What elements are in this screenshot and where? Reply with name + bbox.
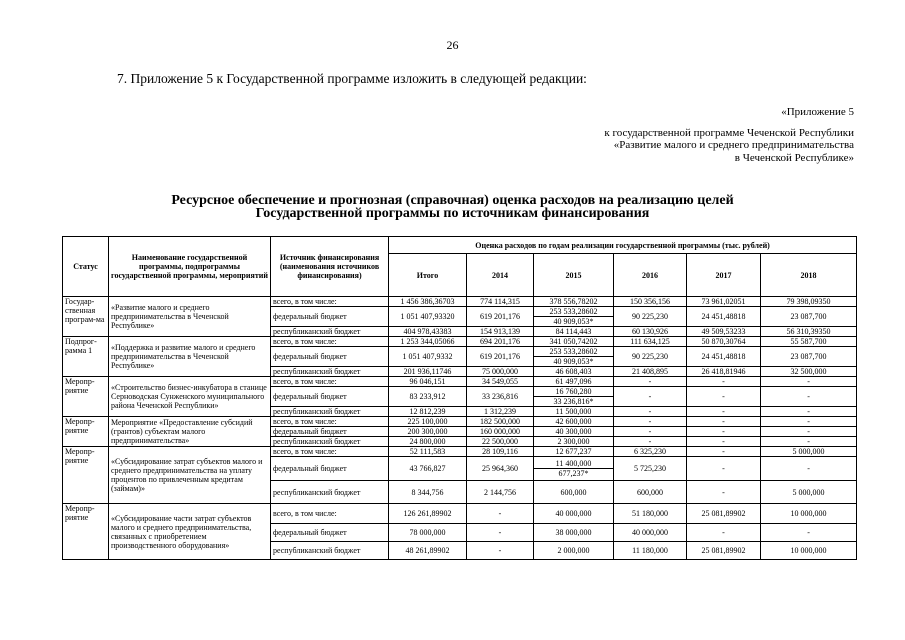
cell-value: - [467,542,534,560]
cell-value-main: 16 760,280 [534,387,613,397]
row-source: федеральный бюджет [271,524,389,542]
appendix-header [604,106,854,164]
table-row [63,504,857,524]
header-status: Статус [63,237,109,297]
row-name: «Развитие малого и среднего предпринимательства в Чеченской Республике» [109,297,271,337]
cell-value: 55 587,700 [761,337,857,347]
row-source: федеральный бюджет [271,307,389,327]
cell-value: 201 936,11746 [389,367,467,377]
cell-value: 34 549,055 [467,377,534,387]
cell-value: 12 677,237 [534,447,614,457]
row-name: «Поддержка и развитие малого и среднего предпринимательства в Чеченской Республике» [109,337,271,377]
cell-value: 404 978,43383 [389,327,467,337]
cell-value-main: 253 533,28602 [534,307,613,317]
cell-value: - [687,447,761,457]
cell-value: 78 000,000 [389,524,467,542]
cell-value: 126 261,89902 [389,504,467,524]
row-status: Меропр-риятие [63,417,109,447]
cell-value: - [761,427,857,437]
cell-value: 75 000,000 [467,367,534,377]
cell-value: 51 180,000 [614,504,687,524]
cell-value: 694 201,176 [467,337,534,347]
cell-value: - [761,437,857,447]
cell-value: 2 000,000 [534,542,614,560]
cell-value-note: 40 909,053* [553,357,594,366]
cell-value: 90 225,230 [614,307,687,327]
row-source: республиканский бюджет [271,481,389,504]
funding-table [62,236,857,560]
appendix-line: к государственной программе Чеченской Республики [604,126,854,139]
cell-value: 49 509,53233 [687,327,761,337]
header-year: 2014 [467,254,534,297]
cell-value: 10 000,000 [761,504,857,524]
cell-value: 40 000,000 [614,524,687,542]
row-name: Мероприятие «Предоставление субсидий (грантов) субъектам малого предпринимательства» [109,417,271,447]
cell-value: 90 225,230 [614,347,687,367]
header-source: Источник финансирования (наименования источников финансирования) [271,237,389,297]
cell-value: 61 497,096 [534,377,614,387]
cell-value: 84 114,443 [534,327,614,337]
row-status: Меропр-риятие [63,377,109,417]
cell-value: - [761,377,857,387]
table-row [63,297,857,307]
table-row [63,447,857,457]
header-name: Наименование государственной программы, подпрограммы государственной программы, мероприятий [109,237,271,297]
cell-value: - [761,417,857,427]
cell-value: 33 236,816 [467,387,534,407]
cell-value-note: 33 236,816* [553,397,594,406]
row-source: всего, в том числе: [271,447,389,457]
header-total: Итого [389,254,467,297]
table-row [63,417,857,427]
cell-value: 2 300,000 [534,437,614,447]
cell-value-note: 677,237* [558,469,589,478]
cell-value: 25 964,360 [467,457,534,481]
header-year: 2015 [534,254,614,297]
cell-value: 32 500,000 [761,367,857,377]
cell-value: 1 253 344,05066 [389,337,467,347]
cell-value: 619 201,176 [467,307,534,327]
row-source: республиканский бюджет [271,542,389,560]
cell-value: - [467,504,534,524]
cell-value: 79 398,09350 [761,297,857,307]
cell-value: - [687,481,761,504]
cell-value: - [687,437,761,447]
cell-value: 5 000,000 [761,447,857,457]
cell-value: 1 051 407,93320 [389,307,467,327]
cell-value: - [614,437,687,447]
cell-value: 341 050,74202 [534,337,614,347]
cell-value [534,307,614,327]
row-source: всего, в том числе: [271,417,389,427]
row-status: Меропр-риятие [63,447,109,504]
cell-value: - [467,524,534,542]
cell-value: 96 046,151 [389,377,467,387]
cell-value: 111 634,125 [614,337,687,347]
cell-value: - [687,387,761,407]
row-source: республиканский бюджет [271,327,389,337]
appendix-line: в Чеченской Республике» [734,151,854,164]
cell-value: 11 180,000 [614,542,687,560]
cell-value: 60 130,926 [614,327,687,337]
row-source: республиканский бюджет [271,407,389,417]
cell-value: 8 344,756 [389,481,467,504]
cell-value: 23 087,700 [761,307,857,327]
cell-value: 10 000,000 [761,542,857,560]
cell-value: 378 556,78202 [534,297,614,307]
cell-value: 774 114,315 [467,297,534,307]
cell-value: - [687,427,761,437]
row-source: всего, в том числе: [271,504,389,524]
row-source: всего, в том числе: [271,337,389,347]
cell-value: - [761,457,857,481]
cell-value [534,347,614,367]
intro-text: 7. Приложение 5 к Государственной программе изложить в следующей редакции: [117,71,587,86]
cell-value-main: 11 400,000 [534,459,613,469]
row-name: «Субсидирование затрат субъектов малого и среднего предпринимательства на уплату процентов по привлеченным кредитам (займам)» [109,447,271,504]
cell-value: 42 600,000 [534,417,614,427]
cell-value: 28 109,116 [467,447,534,457]
row-status: Государ-ственная програм-ма [63,297,109,337]
cell-value: - [614,377,687,387]
cell-value: 52 111,583 [389,447,467,457]
row-source: федеральный бюджет [271,457,389,481]
header-year: 2017 [687,254,761,297]
row-name: «Субсидирование части затрат субъектов малого и среднего предпринимательства, связанных с приобретением производственного оборудования» [109,504,271,560]
cell-value: - [614,427,687,437]
table-row [63,337,857,347]
cell-value: 1 312,239 [467,407,534,417]
cell-value: 200 300,000 [389,427,467,437]
cell-value: 21 408,895 [614,367,687,377]
cell-value: 182 500,000 [467,417,534,427]
cell-value: 1 051 407,9332 [389,347,467,367]
page-number: 26 [446,38,459,52]
cell-value: 22 500,000 [467,437,534,447]
cell-value: - [614,407,687,417]
cell-value: 24 451,48818 [687,307,761,327]
cell-value: 600,000 [614,481,687,504]
cell-value: 50 870,30764 [687,337,761,347]
cell-value: - [761,524,857,542]
row-name: «Строительство бизнес-инкубатора в станице Серноводская Сунженского муниципального района Чеченской Республики» [109,377,271,417]
cell-value: 1 456 386,36703 [389,297,467,307]
cell-value: 46 608,403 [534,367,614,377]
cell-value: 2 144,756 [467,481,534,504]
cell-value: 6 325,230 [614,447,687,457]
cell-value: - [614,387,687,407]
cell-value: 40 300,000 [534,427,614,437]
cell-value: - [687,524,761,542]
cell-value: 225 100,000 [389,417,467,427]
row-source: федеральный бюджет [271,427,389,437]
cell-value: 24 800,000 [389,437,467,447]
cell-value: - [761,387,857,407]
cell-value: 12 812,239 [389,407,467,417]
cell-value: 73 961,02051 [687,297,761,307]
cell-value: 5 000,000 [761,481,857,504]
cell-value: - [687,417,761,427]
table-row [63,377,857,387]
row-source: федеральный бюджет [271,387,389,407]
cell-value: - [761,407,857,417]
cell-value [534,387,614,407]
cell-value: 600,000 [534,481,614,504]
cell-value: 160 000,000 [467,427,534,437]
row-source: всего, в том числе: [271,377,389,387]
cell-value: 38 000,000 [534,524,614,542]
row-status: Меропр-риятие [63,504,109,560]
cell-value-main: 253 533,28602 [534,347,613,357]
document-title [0,194,905,220]
cell-value: 43 766,827 [389,457,467,481]
title-line: Государственной программы по источникам финансирования [255,206,650,221]
cell-value: 25 081,89902 [687,542,761,560]
cell-value: 56 310,39350 [761,327,857,337]
header-year: 2016 [614,254,687,297]
cell-value: 150 356,156 [614,297,687,307]
appendix-line: «Развитие малого и среднего предпринимательства [613,139,854,151]
header-year: 2018 [761,254,857,297]
cell-value: - [687,377,761,387]
title-line: Ресурсное обеспечение и прогнозная (справочная) оценка расходов на реализацию целей [171,193,734,208]
row-source: республиканский бюджет [271,437,389,447]
cell-value: 619 201,176 [467,347,534,367]
appendix-title: «Приложение 5 [781,106,854,118]
cell-value [534,457,614,481]
cell-value: 40 000,000 [534,504,614,524]
cell-value: - [687,457,761,481]
cell-value: - [687,407,761,417]
cell-value: 11 500,000 [534,407,614,417]
cell-value: 24 451,48818 [687,347,761,367]
cell-value: 23 087,700 [761,347,857,367]
cell-value: 26 418,81946 [687,367,761,377]
row-source: республиканский бюджет [271,367,389,377]
cell-value: - [614,417,687,427]
cell-value: 25 081,89902 [687,504,761,524]
row-source: всего, в том числе: [271,297,389,307]
cell-value: 5 725,230 [614,457,687,481]
row-source: федеральный бюджет [271,347,389,367]
row-status: Подпрог-рамма 1 [63,337,109,377]
cell-value: 48 261,89902 [389,542,467,560]
cell-value: 83 233,912 [389,387,467,407]
header-estimate: Оценка расходов по годам реализации государственной программы (тыс. рублей) [389,237,857,254]
cell-value: 154 913,139 [467,327,534,337]
cell-value-note: 40 909,053* [553,317,594,326]
